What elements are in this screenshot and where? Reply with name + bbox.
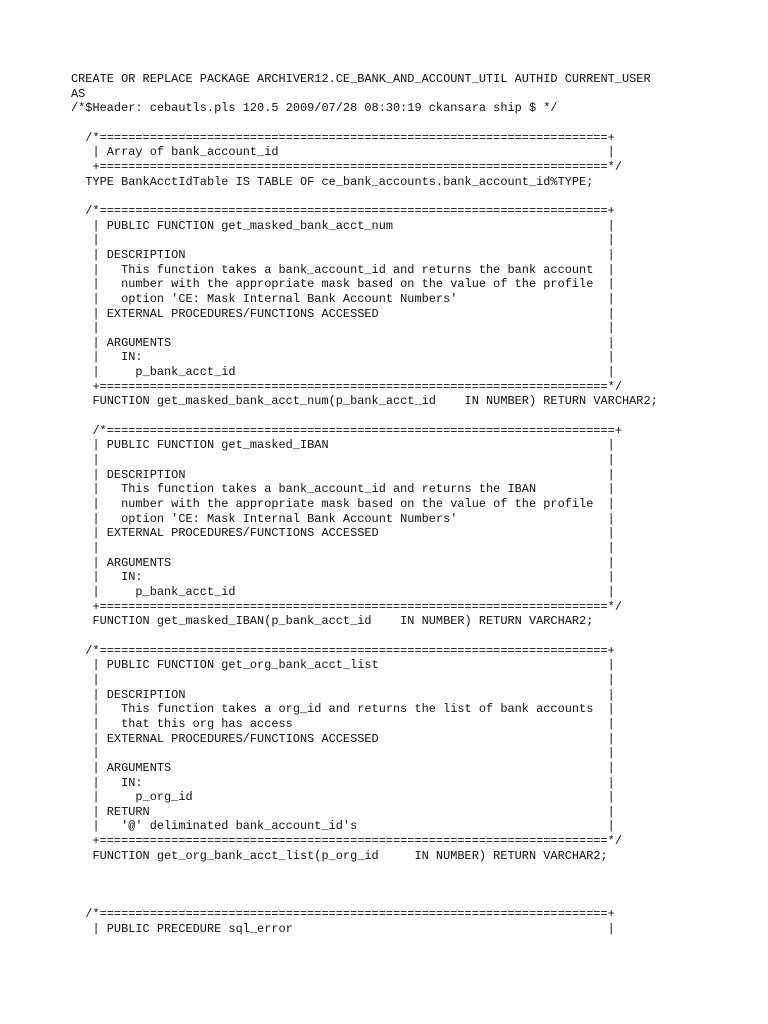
- code-line: FUNCTION get_masked_IBAN(p_bank_acct_id IN NUMBER) RETURN VARCHAR2;: [71, 614, 594, 629]
- code-line: | option 'CE: Mask Internal Bank Account Numbers' |: [71, 291, 615, 306]
- code-line: | ARGUMENTS |: [71, 760, 615, 775]
- code-line: | This function takes a bank_account_id and returns the IBAN |: [71, 482, 615, 497]
- code-line: | p_org_id |: [71, 790, 615, 805]
- code-line: CREATE OR REPLACE PACKAGE ARCHIVER12.CE_BANK_AND_ACCOUNT_UTIL AUTHID CURRENT_USER: [71, 72, 651, 86]
- code-line: | number with the appropriate mask based on the value of the profile |: [71, 497, 615, 512]
- code-line: +=======================================================================*/: [71, 379, 622, 394]
- code-line: | EXTERNAL PROCEDURES/FUNCTIONS ACCESSED |: [71, 731, 615, 746]
- code-line: /*=======================================================================+: [71, 907, 615, 922]
- code-line: FUNCTION get_masked_bank_acct_num(p_bank_acct_id IN NUMBER) RETURN VARCHAR2;: [71, 394, 658, 409]
- code-line: | p_bank_acct_id |: [71, 365, 615, 380]
- code-line: /*=======================================================================+: [71, 130, 615, 145]
- code-line: | EXTERNAL PROCEDURES/FUNCTIONS ACCESSED |: [71, 306, 615, 321]
- code-line: | DESCRIPTION |: [71, 687, 615, 702]
- code-line: [71, 878, 658, 893]
- code-line: | DESCRIPTION |: [71, 467, 615, 482]
- code-line: | p_bank_acct_id |: [71, 584, 615, 599]
- code-line: [71, 116, 658, 131]
- code-line: | IN: |: [71, 775, 615, 790]
- code-line: /*=======================================================================+: [71, 643, 615, 658]
- code-line: +=======================================================================*/: [71, 834, 622, 849]
- code-line: | RETURN |: [71, 804, 615, 819]
- code-line: | '@' deliminated bank_account_id's |: [71, 819, 615, 834]
- code-line: +=======================================================================*/: [71, 599, 622, 614]
- code-line: | |: [71, 541, 615, 555]
- code-line: /*=======================================================================+: [71, 203, 615, 218]
- code-line: | DESCRIPTION |: [71, 247, 615, 262]
- code-line: [71, 629, 658, 644]
- code-line: FUNCTION get_org_bank_acct_list(p_org_id IN NUMBER) RETURN VARCHAR2;: [71, 848, 608, 863]
- code-line: | |: [71, 321, 615, 336]
- code-line: AS: [71, 86, 86, 101]
- code-line: | |: [71, 672, 615, 687]
- code-line: | PUBLIC FUNCTION get_org_bank_acct_list |: [71, 658, 615, 673]
- code-line: | ARGUMENTS |: [71, 335, 615, 350]
- code-line: +=======================================================================*/: [71, 159, 622, 174]
- code-line: [71, 409, 658, 424]
- code-line: | PUBLIC PRECEDURE sql_error |: [71, 922, 615, 937]
- code-line: /*=======================================================================+: [71, 423, 622, 438]
- code-line: [71, 189, 658, 204]
- code-line: [71, 893, 658, 908]
- code-line: | This function takes a org_id and returns the list of bank accounts |: [71, 702, 615, 717]
- code-line: [71, 863, 658, 878]
- code-line: | EXTERNAL PROCEDURES/FUNCTIONS ACCESSED |: [71, 526, 615, 541]
- code-line: | option 'CE: Mask Internal Bank Account Numbers' |: [71, 511, 615, 526]
- code-line: TYPE BankAcctIdTable IS TABLE OF ce_bank_accounts.bank_account_id%TYPE;: [71, 174, 594, 189]
- code-line: | |: [71, 233, 615, 248]
- code-line: | |: [71, 453, 615, 468]
- code-line: | |: [71, 746, 615, 761]
- code-line: | that this org has access |: [71, 716, 615, 731]
- code-line: | Array of bank_account_id |: [71, 145, 615, 160]
- code-line: | IN: |: [71, 350, 615, 365]
- code-line: | ARGUMENTS |: [71, 555, 615, 570]
- code-line: | This function takes a bank_account_id and returns the bank account |: [71, 262, 615, 277]
- code-line: | IN: |: [71, 570, 615, 585]
- code-line: | PUBLIC FUNCTION get_masked_bank_acct_num |: [71, 218, 615, 233]
- source-code-listing: [71, 72, 658, 937]
- code-line: | PUBLIC FUNCTION get_masked_IBAN |: [71, 438, 615, 453]
- code-line: | number with the appropriate mask based on the value of the profile |: [71, 277, 615, 292]
- code-line: /*$Header: cebautls.pls 120.5 2009/07/28 08:30:19 ckansara ship $ */: [71, 101, 558, 116]
